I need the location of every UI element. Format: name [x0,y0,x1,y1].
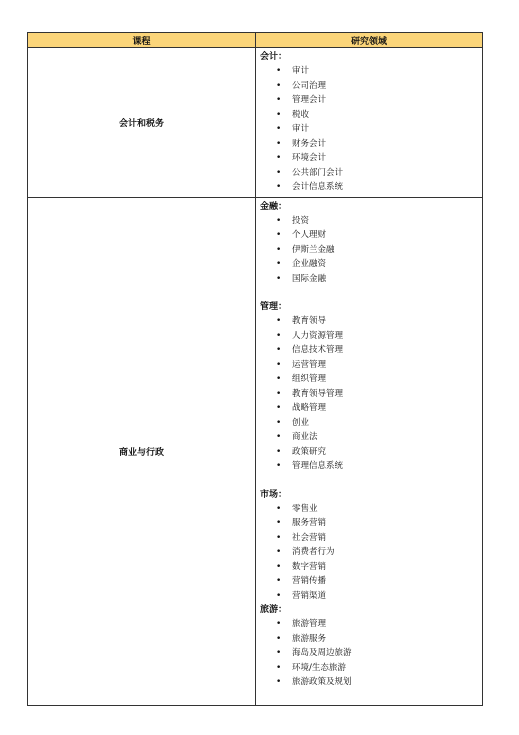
list-item: • 组织管理 [260,372,482,387]
group-list [260,502,482,604]
courses-table [27,32,483,706]
list-item: • 环境/生态旅游 [260,661,482,676]
header-course: 课程 [28,33,256,48]
list-item: • 教育领导 [260,314,482,329]
list-item: • 审计 [260,122,482,137]
list-item: • 社会营销 [260,531,482,546]
group-title: 金融： [260,201,288,212]
group-list [260,214,482,287]
list-item: • 投资 [260,214,482,229]
group-title: 会计： [260,52,288,62]
list-item: • 零售业 [260,502,482,517]
list-item: • 环境会计 [260,151,482,166]
list-item: • 管理会计 [260,93,482,108]
research-areas-cell [256,197,483,705]
list-item: • 税收 [260,108,482,123]
list-item: • 审计 [260,64,482,79]
list-item: • 公共部门会计 [260,166,482,181]
list-item: • 伊斯兰金融 [260,243,482,258]
group-title: 旅游： [260,605,288,615]
list-item: • 旅游服务 [260,632,482,647]
list-item: • 管理信息系统 [260,459,482,474]
header-row [28,33,483,48]
header-research-areas: 研究领域 [256,33,483,48]
list-item: • 旅游政策及规划 [260,675,482,690]
list-item: • 公司治理 [260,79,482,94]
group-list [260,64,482,195]
list-item: • 消费者行为 [260,545,482,560]
list-item: • 运营管理 [260,358,482,373]
table-row [28,48,483,198]
list-item: • 财务会计 [260,137,482,152]
group-list [260,617,482,690]
list-item: • 信息技术管理 [260,343,482,358]
course-name: 商业与行政 [28,197,256,705]
list-item: • 人力资源管理 [260,329,482,344]
group-title: 市场： [260,489,288,500]
list-item: • 数字营销 [260,560,482,575]
list-item: • 海岛及周边旅游 [260,646,482,661]
group-list [260,314,482,474]
list-item: • 教育领导管理 [260,387,482,402]
list-item: • 个人理财 [260,228,482,243]
list-item: • 会计信息系统 [260,180,482,195]
list-item: • 创业 [260,416,482,431]
table-row [28,197,483,705]
list-item: • 企业融资 [260,257,482,272]
list-item: • 营销渠道 [260,589,482,604]
course-name: 会计和税务 [28,48,256,198]
list-item: • 旅游管理 [260,617,482,632]
list-item: • 商业法 [260,430,482,445]
research-areas-cell [256,48,483,198]
list-item: • 国际金融 [260,272,482,287]
group-title: 管理： [260,302,288,312]
list-item: • 服务营销 [260,516,482,531]
list-item: • 政策研究 [260,445,482,460]
list-item: • 营销传播 [260,574,482,589]
list-item: • 战略管理 [260,401,482,416]
